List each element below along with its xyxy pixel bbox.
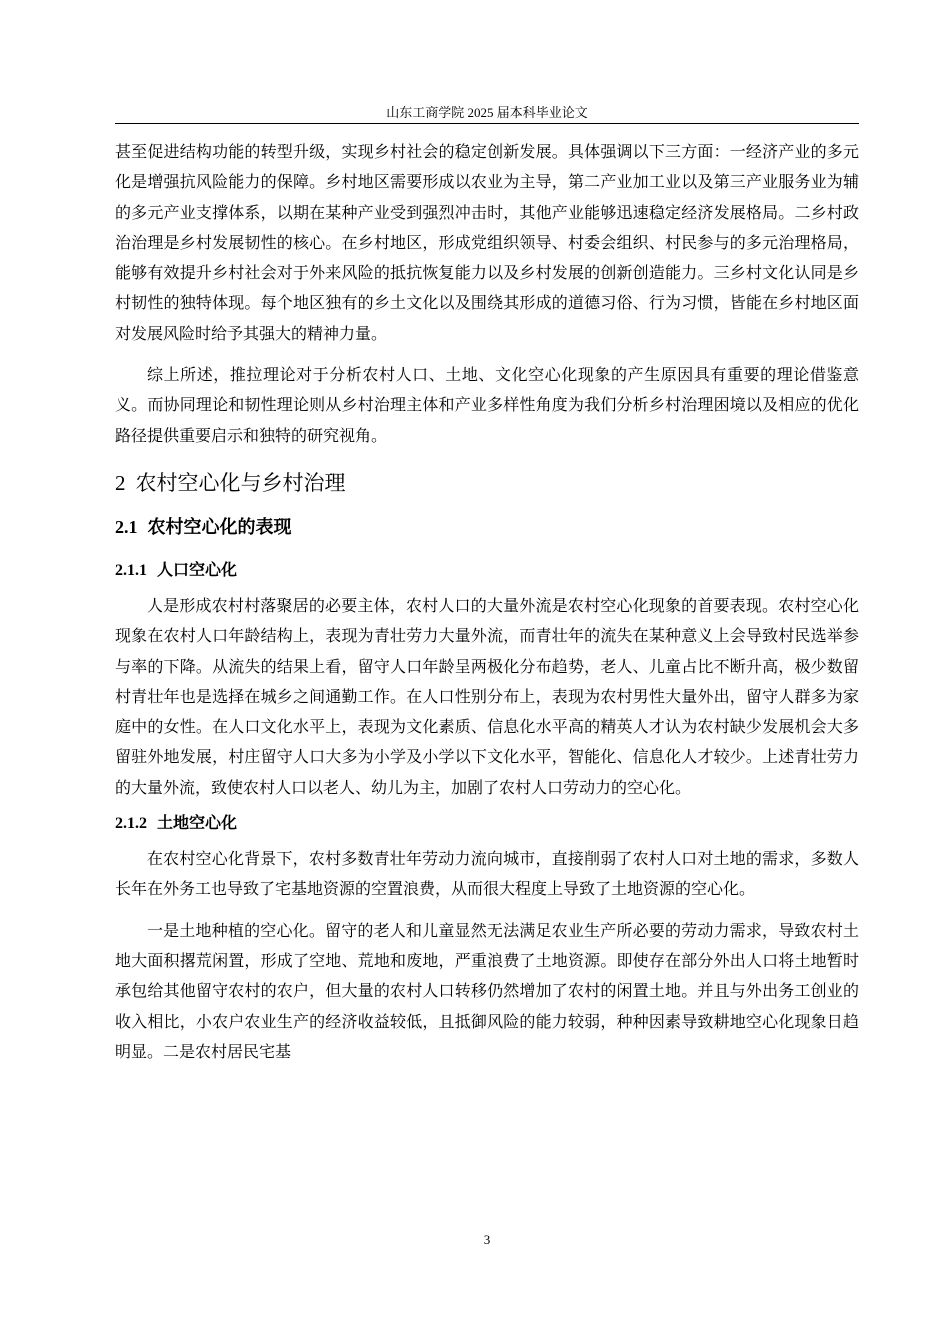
section-heading (115, 505, 859, 550)
paragraph-land-cultivation: 一是土地种植的空心化。留守的老人和儿童显然无法满足农业生产所必要的劳动力需求，导致农村土地大面积撂荒闲置，形成了空地、荒地和废地，严重浪费了土地资源。即使存在部分外出人口将土地暂时承包给其他留守农村的农户，但大量的农村人口转移仍然增加了农村的闲置土地。并且与外出务工创业的收入相比，小农户农业生产的经济收益较低，且抵御风险的能力较弱，种种因素导致耕地空心化现象日趋明显。二是农村居民宅基 (115, 920, 859, 1061)
subsection-title: 土地空心化 (157, 813, 238, 833)
paragraph-population-hollowing: 人是形成农村村落聚居的必要主体，农村人口的大量外流是农村空心化现象的首要表现。农村空心化现象在农村人口年龄结构上，表现为青壮劳力大量外流，而青壮年的流失在某种意义上会导致村民选举参与率的下降。从流失的结果上看，留守人口年龄呈两极化分布趋势，老人、儿童占比不断升高，极少数留村青壮年也是选择在城乡之间通勤工作。在人口性别分布上，表现为农村男性大量外出，留守人群多为家庭中的女性。在人口文化水平上，表现为文化素质、信息化水平高的精英人才认为农村缺少发展机会大多留驻外地发展，村庄留守人口大多为小学及小学以下文化水平，智能化、信息化人才较少。上述青壮劳力的大量外流，致使农村人口以老人、幼儿为主，加剧了农村人口劳动力的空心化。 (115, 595, 859, 797)
subsection-title: 人口空心化 (157, 559, 238, 579)
subsection-heading-land (115, 803, 859, 844)
chapter-title: 农村空心化与乡村治理 (135, 470, 346, 495)
chapter-number: 2 (115, 470, 126, 495)
subsection-number: 2.1.1 (115, 561, 147, 579)
page-number: 3 (483, 1232, 491, 1247)
section-title: 农村空心化的表现 (147, 516, 292, 538)
chapter-heading (115, 461, 859, 505)
paragraph-resilience-aspects: 甚至促进结构功能的转型升级，实现乡村社会的稳定创新发展。具体强调以下三方面：一经济产业的多元化是增强抗风险能力的保障。乡村地区需要形成以农业为主导，第二产业加工业以及第三产业服务业为辅的多元产业支撑体系，以期在某种产业受到强烈冲击时，其他产业能够迅速稳定经济发展格局。二乡村政治治理是乡村发展韧性的核心。在乡村地区，形成党组织领导、村委会组织、村民参与的多元治理格局，能够有效提升乡村社会对于外来风险的抵抗恢复能力以及乡村发展的创新创造能力。三乡村文化认同是乡村韧性的独特体现。每个地区独有的乡土文化以及围绕其形成的道德习俗、行为习惯，皆能在乡村地区面对发展风险时给予其强大的精神力量。 (115, 142, 859, 343)
page-body (115, 137, 859, 1067)
subsection-heading-population (115, 550, 859, 591)
section-number: 2.1 (115, 516, 138, 537)
paragraph-summary: 综上所述，推拉理论对于分析农村人口、土地、文化空心化现象的产生原因具有重要的理论借鉴意义。而协同理论和韧性理论则从乡村治理主体和产业多样性角度为我们分析乡村治理困境以及相应的优化路径提供重要启示和独特的研究视角。 (115, 365, 859, 445)
subsection-number: 2.1.2 (115, 815, 147, 833)
header-divider (115, 123, 859, 124)
paragraph-land-hollowing-intro: 在农村空心化背景下，农村多数青壮年劳动力流向城市，直接削弱了农村人口对土地的需求，多数人长年在外务工也导致了宅基地资源的空置浪费，从而很大程度上导致了土地资源的空心化。 (115, 849, 859, 899)
running-header: 山东工商学院 2025 届本科毕业论文 (386, 105, 588, 120)
